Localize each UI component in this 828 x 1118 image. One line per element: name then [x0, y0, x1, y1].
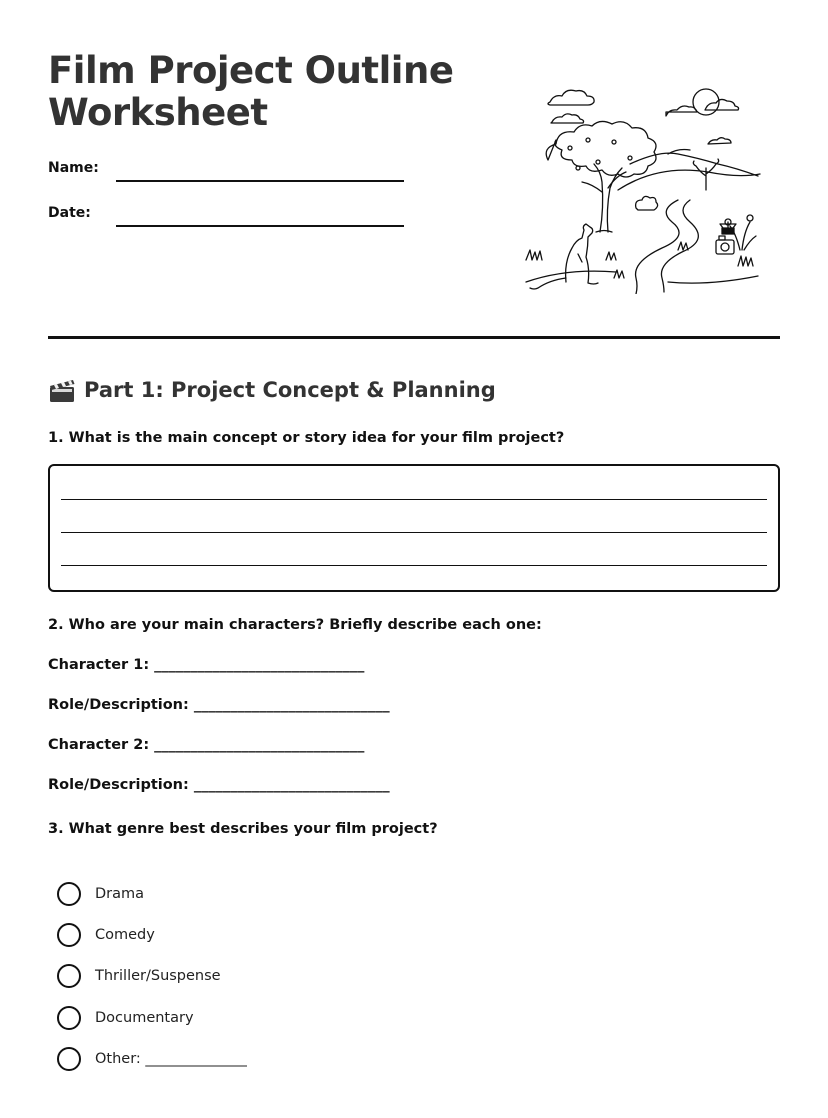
- name-field[interactable]: [116, 180, 404, 182]
- radio-circle-icon[interactable]: [57, 1047, 81, 1071]
- date-field[interactable]: [116, 225, 404, 227]
- name-label: Name:: [48, 160, 99, 176]
- genre-option-label: Other: ______________: [95, 1051, 247, 1067]
- role-description-1-field[interactable]: Role/Description: ___________________________: [48, 697, 390, 713]
- role-description-2-field[interactable]: Role/Description: ___________________________: [48, 777, 390, 793]
- concept-answer-box[interactable]: [48, 464, 780, 592]
- answer-line: [61, 499, 767, 500]
- character-1-field[interactable]: Character 1: _____________________________: [48, 657, 365, 673]
- answer-line: [61, 565, 767, 566]
- question-2: 2. Who are your main characters? Briefly describe each one:: [48, 617, 542, 633]
- radio-circle-icon[interactable]: [57, 923, 81, 947]
- date-label: Date:: [48, 205, 91, 221]
- question-3: 3. What genre best describes your film project?: [48, 821, 438, 837]
- radio-circle-icon[interactable]: [57, 1006, 81, 1030]
- genre-option-drama[interactable]: [57, 881, 144, 907]
- answer-line: [61, 532, 767, 533]
- section-divider: [48, 336, 780, 339]
- title-line-2: Worksheet: [48, 91, 268, 134]
- character-2-field[interactable]: Character 2: _____________________________: [48, 737, 365, 753]
- part1-heading-text: Part 1: Project Concept & Planning: [84, 378, 496, 402]
- question-1: 1. What is the main concept or story idea for your film project?: [48, 430, 565, 446]
- landscape-illustration: [518, 82, 768, 294]
- genre-option-other[interactable]: [57, 1046, 247, 1072]
- genre-option-comedy[interactable]: [57, 922, 155, 948]
- part1-heading: [48, 374, 496, 406]
- genre-option-label: Comedy: [95, 927, 155, 943]
- radio-circle-icon[interactable]: [57, 964, 81, 988]
- title-line-1: Film Project Outline: [48, 49, 454, 92]
- page-title: [48, 50, 508, 134]
- genre-option-documentary[interactable]: [57, 1005, 194, 1031]
- clapperboard-icon: [48, 377, 76, 403]
- genre-option-label: Thriller/Suspense: [95, 968, 221, 984]
- radio-circle-icon[interactable]: [57, 882, 81, 906]
- genre-option-label: Drama: [95, 886, 145, 902]
- genre-option-label: Documentary: [95, 1010, 194, 1026]
- genre-option-thriller[interactable]: [57, 963, 221, 989]
